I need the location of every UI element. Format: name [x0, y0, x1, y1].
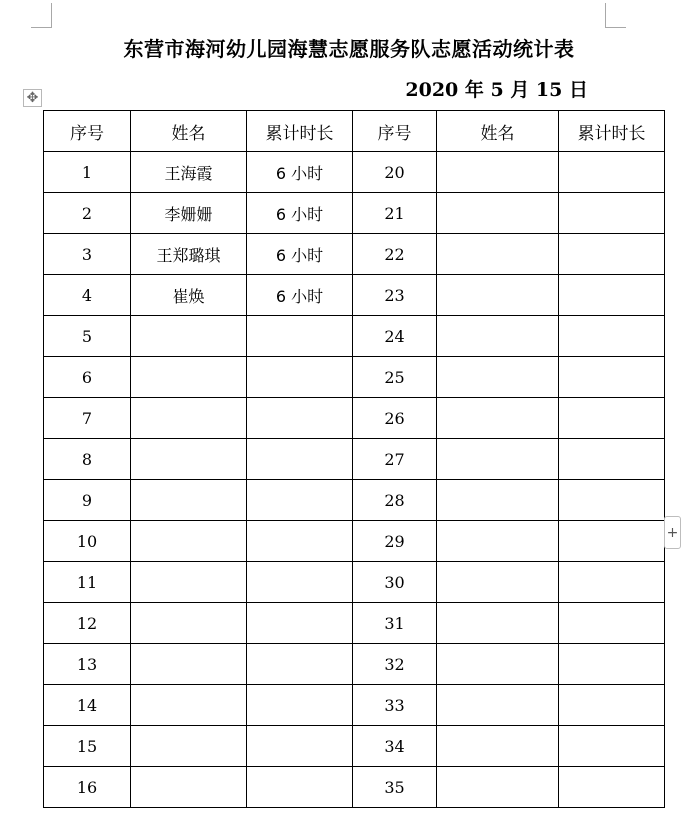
table-header-row	[44, 111, 665, 152]
table-cell[interactable]	[559, 193, 665, 234]
table-cell[interactable]: 4	[44, 275, 131, 316]
table-cell[interactable]	[437, 275, 559, 316]
table-cell[interactable]	[437, 316, 559, 357]
table-cell[interactable]: 16	[44, 767, 131, 808]
table-row	[44, 316, 665, 357]
table-cell[interactable]: 27	[353, 439, 437, 480]
table-cell[interactable]: 7	[44, 398, 131, 439]
document-title: 东营市海河幼儿园海慧志愿服务队志愿活动统计表	[123, 37, 575, 61]
table-cell[interactable]: 6	[44, 357, 131, 398]
table-cell[interactable]: 崔焕	[131, 275, 247, 316]
table-cell[interactable]: 3	[44, 234, 131, 275]
table-row	[44, 398, 665, 439]
table-cell[interactable]	[437, 439, 559, 480]
header-cell: 序号	[44, 111, 131, 152]
table-body	[44, 152, 665, 808]
table-cell[interactable]	[559, 275, 665, 316]
table-cell[interactable]: 8	[44, 439, 131, 480]
table-row	[44, 726, 665, 767]
table-move-handle[interactable]	[23, 89, 42, 107]
table-row	[44, 767, 665, 808]
table-cell[interactable]	[131, 357, 247, 398]
table-cell[interactable]	[437, 521, 559, 562]
table-cell[interactable]	[247, 439, 353, 480]
table-cell[interactable]: 21	[353, 193, 437, 234]
header-cell: 累计时长	[247, 111, 353, 152]
table-cell[interactable]	[559, 644, 665, 685]
table-cell[interactable]: 28	[353, 480, 437, 521]
table-cell[interactable]	[559, 767, 665, 808]
table-cell[interactable]	[559, 726, 665, 767]
table-cell[interactable]	[247, 726, 353, 767]
table-cell[interactable]	[131, 562, 247, 603]
table-cell[interactable]	[437, 562, 559, 603]
table-cell[interactable]	[559, 316, 665, 357]
table-cell[interactable]: 12	[44, 603, 131, 644]
table-cell[interactable]: 1	[44, 152, 131, 193]
table-row	[44, 152, 665, 193]
table-row	[44, 603, 665, 644]
table-cell[interactable]	[437, 152, 559, 193]
table-cell[interactable]	[131, 685, 247, 726]
table-cell[interactable]	[131, 726, 247, 767]
table-cell[interactable]: 6 小时	[247, 275, 353, 316]
move-arrows-icon: ✥	[26, 90, 39, 106]
table-cell[interactable]	[131, 644, 247, 685]
table-cell[interactable]: 14	[44, 685, 131, 726]
table-row	[44, 357, 665, 398]
table-cell[interactable]	[437, 603, 559, 644]
add-column-button[interactable]	[664, 516, 681, 549]
table-cell[interactable]	[131, 521, 247, 562]
table-cell[interactable]: 32	[353, 644, 437, 685]
volunteer-stats-table	[43, 110, 665, 808]
document-date: 2020 年 5 月 15 日	[405, 79, 588, 101]
table-cell[interactable]	[437, 644, 559, 685]
header-cell: 序号	[353, 111, 437, 152]
table-cell[interactable]: 6 小时	[247, 193, 353, 234]
table-cell[interactable]: 22	[353, 234, 437, 275]
table-cell[interactable]	[559, 562, 665, 603]
table-cell[interactable]	[247, 603, 353, 644]
table-row	[44, 521, 665, 562]
table-row	[44, 193, 665, 234]
table-cell[interactable]: 13	[44, 644, 131, 685]
table-cell[interactable]	[247, 521, 353, 562]
table-cell[interactable]	[247, 767, 353, 808]
table-cell[interactable]	[559, 685, 665, 726]
table-cell[interactable]	[559, 603, 665, 644]
table-cell[interactable]: 2	[44, 193, 131, 234]
table-cell[interactable]	[559, 398, 665, 439]
table-cell[interactable]	[247, 480, 353, 521]
table-cell[interactable]: 11	[44, 562, 131, 603]
table-cell[interactable]: 30	[353, 562, 437, 603]
table-cell[interactable]	[131, 316, 247, 357]
table-cell[interactable]: 6 小时	[247, 152, 353, 193]
table-cell[interactable]	[247, 316, 353, 357]
table-row	[44, 562, 665, 603]
table-cell[interactable]	[131, 603, 247, 644]
table-cell[interactable]	[131, 767, 247, 808]
table-cell[interactable]	[559, 357, 665, 398]
table-cell[interactable]	[437, 398, 559, 439]
table-cell[interactable]: 25	[353, 357, 437, 398]
table-cell[interactable]: 9	[44, 480, 131, 521]
table-cell[interactable]	[437, 193, 559, 234]
table-cell[interactable]	[437, 685, 559, 726]
header-cell: 累计时长	[559, 111, 665, 152]
table-cell[interactable]: 王海霞	[131, 152, 247, 193]
table-cell[interactable]	[247, 685, 353, 726]
table-cell[interactable]: 34	[353, 726, 437, 767]
table-cell[interactable]	[559, 521, 665, 562]
table-cell[interactable]	[131, 480, 247, 521]
table-row	[44, 480, 665, 521]
table-row	[44, 644, 665, 685]
table-cell[interactable]: 15	[44, 726, 131, 767]
table-cell[interactable]	[247, 644, 353, 685]
table-cell[interactable]: 33	[353, 685, 437, 726]
table-row	[44, 275, 665, 316]
table-cell[interactable]: 李姗姗	[131, 193, 247, 234]
crop-mark-right	[605, 3, 626, 28]
table-cell[interactable]	[247, 398, 353, 439]
table-cell[interactable]	[559, 234, 665, 275]
table-cell[interactable]: 王郑璐琪	[131, 234, 247, 275]
table-cell[interactable]: 29	[353, 521, 437, 562]
table-cell[interactable]: 6 小时	[247, 234, 353, 275]
table-cell[interactable]	[559, 152, 665, 193]
table-cell[interactable]: 24	[353, 316, 437, 357]
plus-icon: +	[666, 524, 679, 541]
table-cell[interactable]	[437, 726, 559, 767]
table-cell[interactable]	[247, 562, 353, 603]
table-cell[interactable]	[247, 357, 353, 398]
table-cell[interactable]	[131, 398, 247, 439]
table-row	[44, 234, 665, 275]
table-cell[interactable]	[437, 767, 559, 808]
table-cell[interactable]: 26	[353, 398, 437, 439]
table-cell[interactable]: 5	[44, 316, 131, 357]
table-cell[interactable]	[437, 357, 559, 398]
table-cell[interactable]	[559, 480, 665, 521]
table-cell[interactable]: 35	[353, 767, 437, 808]
crop-mark-left	[31, 3, 52, 28]
header-cell: 姓名	[131, 111, 247, 152]
table-cell[interactable]	[437, 234, 559, 275]
table-row	[44, 439, 665, 480]
header-cell: 姓名	[437, 111, 559, 152]
table-row	[44, 685, 665, 726]
table-cell[interactable]: 10	[44, 521, 131, 562]
table-cell[interactable]	[559, 439, 665, 480]
table-cell[interactable]	[437, 480, 559, 521]
table-cell[interactable]: 20	[353, 152, 437, 193]
table-cell[interactable]: 31	[353, 603, 437, 644]
table-cell[interactable]: 23	[353, 275, 437, 316]
table-cell[interactable]	[131, 439, 247, 480]
